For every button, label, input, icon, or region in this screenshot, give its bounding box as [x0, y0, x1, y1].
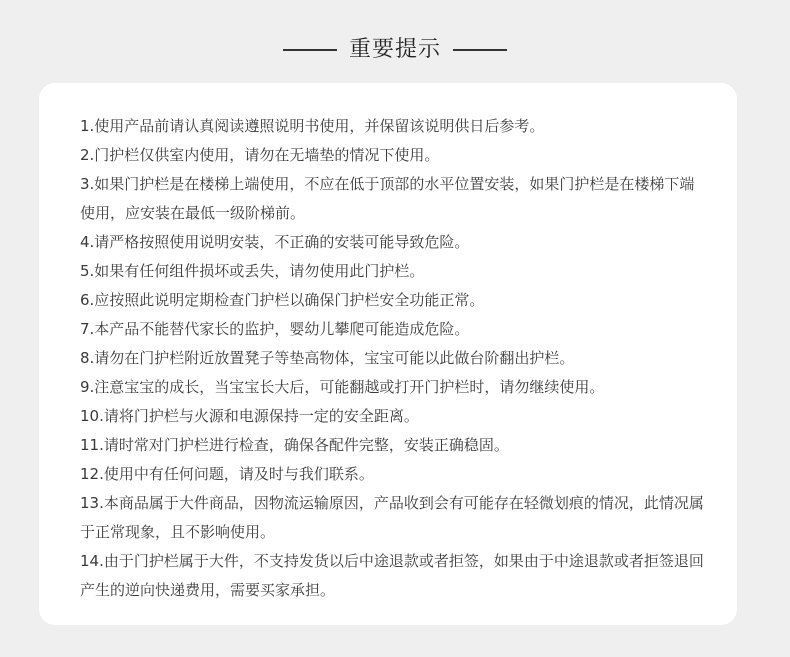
notice-item-5: 5.如果有任何组件损坏或丢失，请勿使用此门护栏。 [80, 262, 425, 280]
notice-item-10: 10.请将门护栏与火源和电源保持一定的安全距离。 [80, 407, 419, 425]
notice-item-3: 3.如果门护栏是在楼梯上端使用，不应在低于顶部的水平位置安装，如果门护栏是在楼梯下端使用，应安装在最低一级阶梯前。 [80, 175, 695, 222]
notice-item-11: 11.请时常对门护栏进行检查，确保各配件完整，安装正确稳固。 [80, 436, 509, 454]
title-bar [0, 30, 790, 70]
notice-item-9: 9.注意宝宝的成长，当宝宝长大后，可能翻越或打开门护栏时，请勿继续使用。 [80, 378, 605, 396]
notice-item-4: 4.请严格按照使用说明安装，不正确的安装可能导致危险。 [80, 233, 470, 251]
notice-item-12: 12.使用中有任何问题，请及时与我们联系。 [80, 465, 374, 483]
notice-item-13: 13.本商品属于大件商品，因物流运输原因，产品收到会有可能存在轻微划痕的情况，此情况属于正常现象，且不影响使用。 [80, 494, 704, 541]
notice-item-7: 7.本产品不能替代家长的监护，婴幼儿攀爬可能造成危险。 [80, 320, 470, 338]
title-right-line [453, 49, 507, 51]
notice-item-8: 8.请勿在门护栏附近放置凳子等垫高物体，宝宝可能以此做台阶翻出护栏。 [80, 349, 575, 367]
notice-item-2: 2.门护栏仅供室内使用，请勿在无墙垫的情况下使用。 [80, 146, 440, 164]
title-left-line [283, 49, 337, 51]
notice-item-1: 1.使用产品前请认真阅读遵照说明书使用，并保留该说明供日后参考。 [80, 117, 545, 135]
notice-item-6: 6.应按照此说明定期检查门护栏以确保门护栏安全功能正常。 [80, 291, 485, 309]
page-title: 重要提示 [348, 37, 441, 62]
notice-card [39, 83, 737, 625]
notice-item-14: 14.由于门护栏属于大件，不支持发货以后中途退款或者拒签，如果由于中途退款或者拒签退回产生的逆向快递费用，需要买家承担。 [80, 552, 704, 599]
